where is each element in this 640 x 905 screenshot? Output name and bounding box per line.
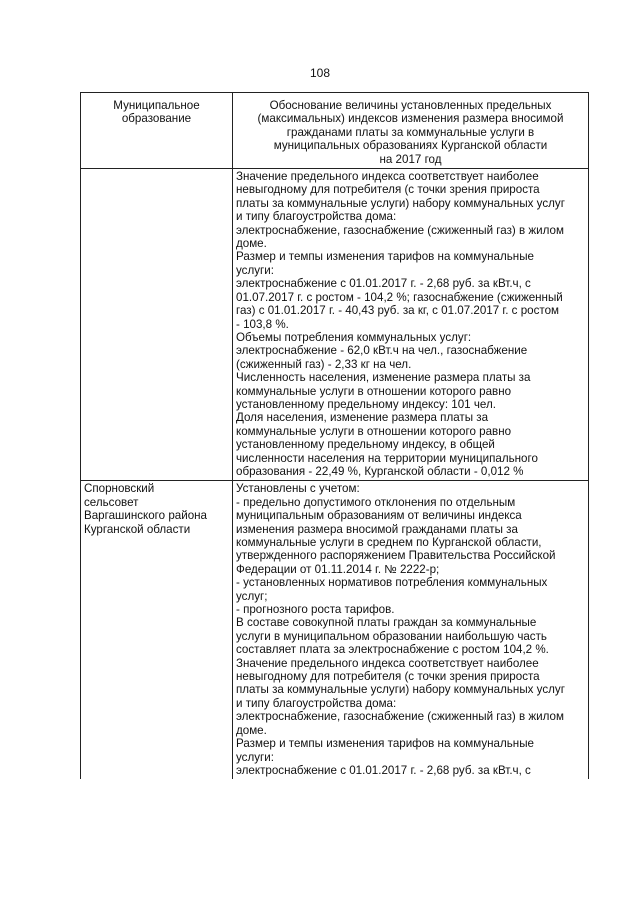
municipality-cell [81, 169, 233, 481]
justification-text-line: Размер и темпы изменения тарифов на коммунальные [236, 250, 534, 264]
justification-text-line: Значение предельного индекса соответствует наиболее [236, 170, 539, 184]
header-justification-line: (максимальных) индексов изменения размера вносимой [257, 112, 564, 126]
municipality-cell [81, 481, 233, 779]
page-number: 108 [309, 66, 331, 80]
justification-text-line: и типу благоустройства дома: [236, 210, 397, 224]
justification-text-line: Размер и темпы изменения тарифов на коммунальные [236, 737, 534, 751]
justification-text-line: численности населения на территории муниципального [236, 451, 538, 465]
justification-text-line: Численность населения, изменение размера платы за [236, 371, 531, 385]
justification-text-line: коммунальные услуги в отношении которого равно [236, 424, 512, 438]
justification-text-line: составляет плата за электроснабжение с ростом 104,2 %. [236, 643, 549, 657]
justification-text-line: коммунальные услуги в отношении которого равно [236, 384, 512, 398]
header-justification-line: гражданами платы за коммунальные услуги в [286, 125, 535, 139]
header-municipality-line: образование [121, 112, 192, 126]
justification-text-line: платы за коммунальные услуги) набору коммунальных услуг [236, 196, 565, 210]
justification-text-line: доме. [236, 723, 267, 737]
justification-text-line: коммунальные услуги в среднем по Курганской области, [236, 536, 542, 549]
justification-text-line: электроснабжение - 62,0 кВт.ч на чел., газоснабжение [236, 344, 528, 358]
justification-text-line: Федерации от 01.11.2014 г. № 2222-р; [236, 562, 440, 576]
header-justification-line: Обоснование величины установленных предельных [269, 99, 552, 112]
justification-text-line: установленному предельному индексу: 101 чел. [236, 397, 496, 411]
header-justification [233, 93, 589, 169]
justification-text-line: утвержденного распоряжением Правительства Российской [236, 549, 556, 563]
justification-text-line: - 103,8 %. [236, 317, 289, 331]
header-justification-line: муниципальных образованиях Курганской области [273, 139, 548, 153]
justification-text-line: установленному предельному индексу, в общей [236, 438, 495, 452]
justification-text-line: муниципальным образованиям от величины индекса [236, 509, 522, 523]
justification-text-line: электроснабжение с 01.01.2017 г. - 2,68 руб. за кВт.ч, с [236, 763, 531, 777]
header-municipality-line: Муниципальное [113, 99, 200, 112]
justification-text-line: Значение предельного индекса соответствует наиболее [236, 656, 539, 670]
justification-text-line: (сжиженный газ) - 2,33 кг на чел. [236, 357, 412, 371]
justification-cell [233, 481, 589, 779]
justification-text-line: и типу благоустройства дома: [236, 696, 397, 710]
table-row [81, 169, 589, 481]
justification-text-line: услуги: [236, 263, 274, 277]
justification-text-line: - установленных нормативов потребления коммунальных [236, 576, 548, 590]
justification-text-line: В составе совокупной платы граждан за коммунальные [236, 616, 537, 630]
justification-text-line: изменения размера вносимой гражданами платы за [236, 522, 518, 536]
justification-text-line: образования - 22,49 %, Курганской области - 0,012 % [236, 464, 524, 478]
justification-text-line: Объемы потребления коммунальных услуг: [236, 330, 472, 344]
justification-text-line: - прогнозного роста тарифов. [236, 603, 395, 617]
municipality-name-line: Варгашинского района [84, 509, 207, 523]
table-header-row [81, 93, 589, 169]
justification-text-line: - предельно допустимого отклонения по отдельным [236, 495, 516, 509]
justification-text-line: электроснабжение, газоснабжение (сжиженный газ) в жилом [236, 710, 564, 724]
municipality-name-line: Спорновский [84, 482, 155, 496]
justification-text-line: электроснабжение с 01.01.2017 г. - 2,68 руб. за кВт.ч, с [236, 277, 531, 291]
justification-text-line: невыгодному для потребителя (с точки зрения прироста [236, 670, 540, 684]
justification-text-line: газ) с 01.01.2017 г. - 40,43 руб. за кг, с 01.07.2017 г. с ростом [236, 304, 559, 318]
justification-text-line: Установлены с учетом: [236, 482, 360, 496]
municipality-name-line: Курганской области [84, 522, 191, 536]
municipality-name-line: сельсовет [84, 495, 139, 509]
justification-text-line: услуги: [236, 750, 274, 764]
header-municipality [81, 93, 233, 169]
table-row [81, 481, 589, 779]
justification-cell [233, 169, 589, 481]
justification-text-line: услуги в муниципальном образовании наибольшую часть [236, 629, 547, 643]
header-justification-line: на 2017 год [379, 152, 442, 166]
justification-text-line: доме. [236, 237, 267, 251]
justification-text-line: Доля населения, изменение размера платы за [236, 411, 489, 425]
justification-text-line: электроснабжение, газоснабжение (сжиженный газ) в жилом [236, 223, 564, 237]
justification-text-line: невыгодному для потребителя (с точки зрения прироста [236, 183, 540, 197]
tariff-index-table [80, 92, 589, 779]
justification-text-line: 01.07.2017 г. с ростом - 104,2 %; газоснабжение (сжиженный [236, 290, 563, 304]
justification-text-line: платы за коммунальные услуги) набору коммунальных услуг [236, 683, 565, 697]
justification-text-line: услуг; [236, 589, 268, 603]
